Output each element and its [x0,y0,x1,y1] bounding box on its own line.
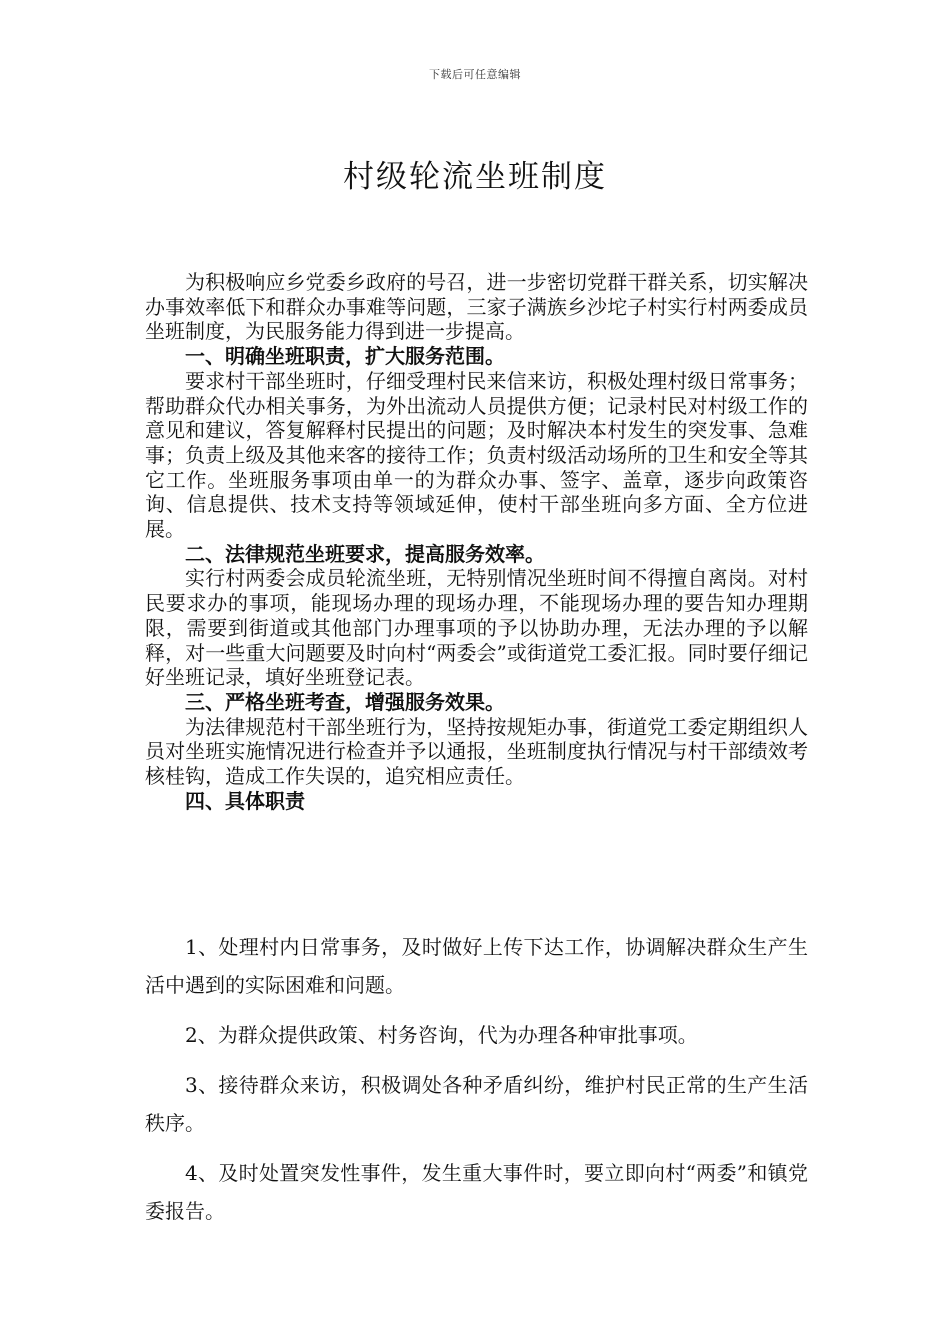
duty-item-3: 3、接待群众来访，积极调处各种矛盾纠纷，维护村民正常的生产生活秩序。 [145,1073,808,1135]
intro-paragraph: 为积极响应乡党委乡政府的号召，进一步密切党群干群关系，切实解决办事效率低下和群众办事难等问题，三家子满族乡沙坨子村实行村两委成员坐班制度，为民服务能力得到进一步提高。 [145,270,808,344]
duty-item-2: 2、为群众提供政策、村务咨询，代为办理各种审批事项。 [185,1023,698,1047]
section-text-1: 要求村干部坐班时，仔细受理村民来信来访，积极处理村级日常事务；帮助群众代办相关事务，为外出流动人员提供方便；记录村民对村级工作的意见和建议，答复解释村民提出的问题；及时解决本村发生的突发事、急难事；负责上级及其他来客的接待工作；负责村级活动场所的卫生和安全等其它工作。坐班服务事项由单一的为群众办事、签字、盖章，逐步向政策咨询、信息提供、技术支持等领域延伸，使村干部坐班向多方面、全方位进展。 [145,368,808,542]
section-heading-3: 三、严格坐班考查，增强服务效果。 [185,689,505,714]
duties-list [145,928,808,1230]
duty-item-4: 4、及时处置突发性事件，发生重大事件时，要立即向村“两委”和镇党委报告。 [145,1161,808,1223]
section-heading-4: 四、具体职责 [185,788,305,813]
section-text-3: 为法律规范村干部坐班行为，坚持按规矩办事，街道党工委定期组织人员对坐班实施情况进行检查并予以通报，坐班制度执行情况与村干部绩效考核桂钩，造成工作失误的，追究相应责任。 [145,714,808,789]
duty-item-1: 1、处理村内日常事务，及时做好上传下达工作，协调解决群众生产生活中遇到的实际困难和问题。 [145,935,808,997]
section-text-2: 实行村两委会成员轮流坐班，无特别情况坐班时间不得擅自离岗。对村民要求办的事项，能现场办理的现场办理，不能现场办理的要告知办理期限，需要到街道或其他部门办理事项的予以协助办理，无法办理的予以解释，对一些重大问题要及时向村“两委会”或街道党工委汇报。同时要仔细记好坐班记录，填好坐班登记表。 [145,566,808,690]
header-note: 下载后可任意编辑 [429,68,521,81]
section-heading-1: 一、明确坐班职责，扩大服务范围。 [185,344,505,369]
document-body [145,270,808,813]
document-title: 村级轮流坐班制度 [343,158,607,195]
section-heading-2: 二、法律规范坐班要求，提高服务效率。 [185,541,545,566]
